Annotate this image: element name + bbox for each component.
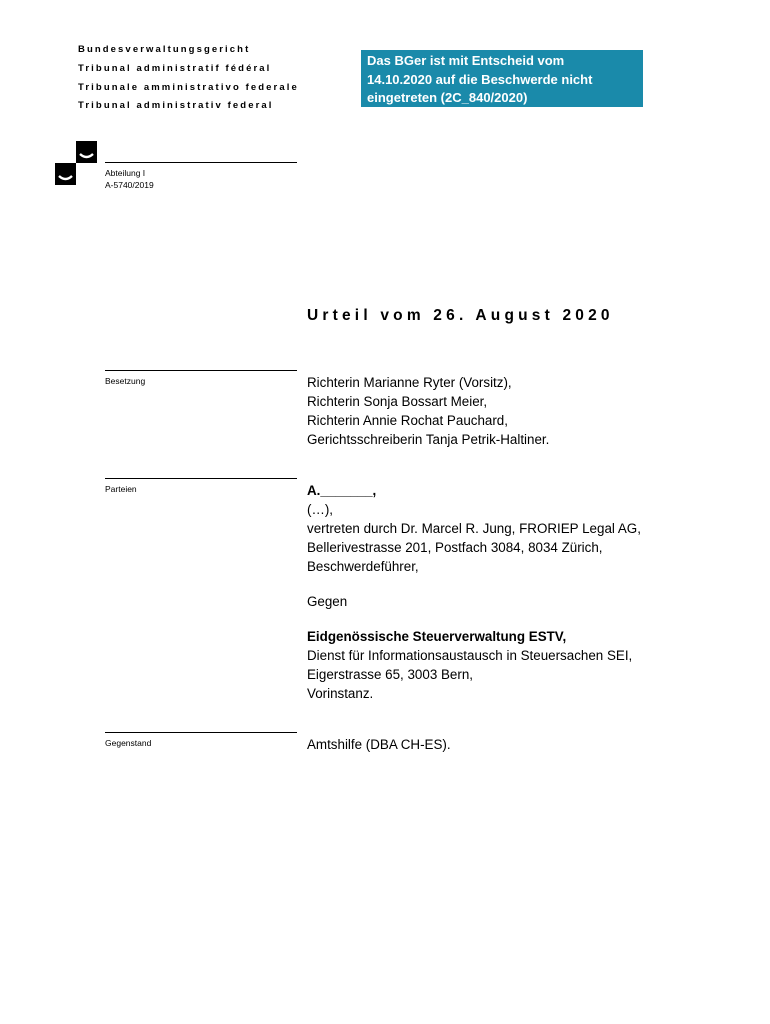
composition-line: Richterin Annie Rochat Pauchard, [307,413,508,428]
section-rule [105,732,297,733]
court-name-de: Bundesverwaltungsgericht [78,44,251,55]
notice-line: 14.10.2020 auf die Beschwerde nicht [367,71,593,87]
composition-label: Besetzung [105,376,146,386]
header-rule [105,162,297,163]
subject-label: Gegenstand [105,738,152,748]
section-rule [105,478,297,479]
court-names [78,41,299,116]
appellant-line: vertreten durch Dr. Marcel R. Jung, FRORIEP Legal AG, [307,521,641,536]
appellant-line: Beschwerdeführer, [307,559,419,574]
composition-line: Richterin Sonja Bossart Meier, [307,394,488,409]
subject-text: Amtshilfe (DBA CH-ES). [307,737,451,752]
case-number: A-5740/2019 [105,180,154,190]
federal-coat-of-arms-icon [55,141,97,185]
section-rule [105,370,297,371]
respondent-block [307,627,632,703]
court-name-it: Tribunale amministrativo federale [78,81,299,93]
notice-line: Das BGer ist mit Entscheid vom [367,53,565,68]
parties-label: Parteien [105,484,137,494]
composition-block [307,373,549,449]
appellant-line: Bellerivestrasse 201, Postfach 3084, 8034 Zürich, [307,540,603,555]
appellant-line: (…), [307,502,334,517]
respondent-line: Eigerstrasse 65, 3003 Bern, [307,667,473,682]
court-name-fr: Tribunal administratif fédéral [78,62,272,74]
court-name-rm: Tribunal administrativ federal [78,100,274,112]
composition-line: Richterin Marianne Ryter (Vorsitz), [307,375,512,390]
appellant-name: A._______, [307,483,377,498]
appeal-notice-box [361,50,643,107]
respondent-line: Vorinstanz. [307,686,374,701]
division-label: Abteilung I [105,168,146,178]
composition-line: Gerichtsschreiberin Tanja Petrik-Haltiner. [307,432,550,447]
respondent-line: Dienst für Informationsaustausch in Steuersachen SEI, [307,648,633,663]
respondent-name: Eidgenössische Steuerverwaltung ESTV, [307,629,567,644]
appellant-block [307,481,641,576]
versus-text: Gegen [307,594,348,609]
notice-line: eingetreten (2C_840/2020) [367,90,528,105]
judgment-title: Urteil vom 26. August 2020 [307,307,614,324]
